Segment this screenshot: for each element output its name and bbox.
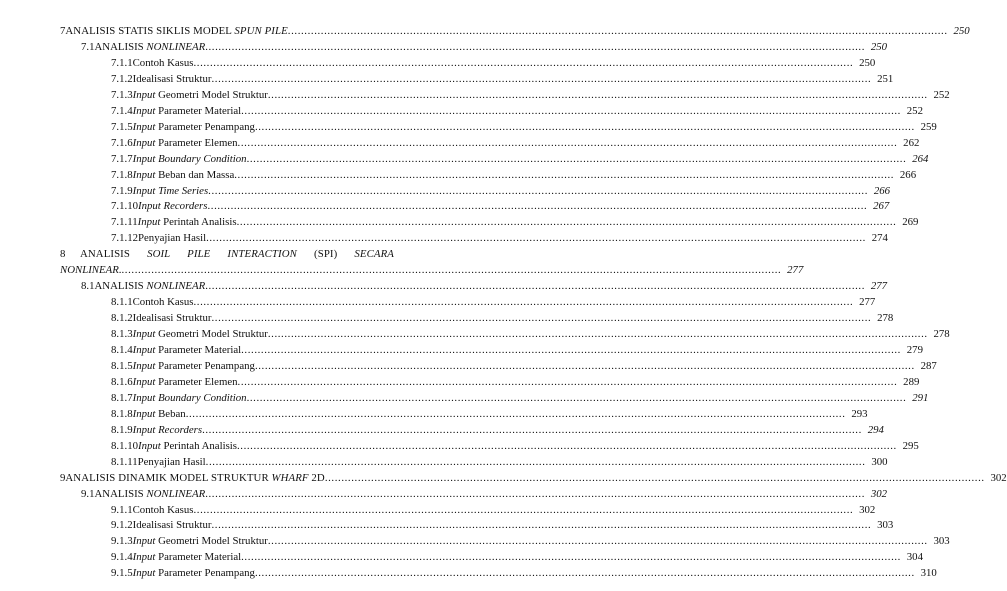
toc-entry-title [133, 518, 212, 532]
dot-leader: ........................................................................................................................................................................................................ [202, 423, 862, 436]
toc-title-part: NONLINEAR [60, 264, 119, 277]
toc-entry-number: 9.1.2 [111, 519, 133, 532]
toc-entry-title [133, 327, 268, 341]
toc-title-part: Contoh Kasus [132, 56, 194, 69]
toc-entry-title [138, 199, 207, 213]
toc-entry[interactable] [111, 359, 937, 373]
toc-entry-title [65, 24, 287, 38]
toc-title-part: Beban dan Massa [155, 168, 235, 181]
toc-entry-title [133, 534, 268, 548]
toc-title-part: Geometri Model Struktur [155, 535, 268, 548]
toc-title-part: ANALISIS STATIS SIKLIS MODEL [65, 25, 235, 37]
toc-entry[interactable] [111, 503, 876, 517]
toc-entry-number: 7.1.1 [111, 56, 133, 69]
dot-leader: ........................................................................................................................................................................................................ [206, 232, 866, 245]
toc-title-part: NONLINEAR [146, 280, 206, 293]
dot-leader: ........................................................................................................................................................................................................ [121, 264, 782, 277]
toc-entry-number: 7.1.6 [111, 136, 133, 149]
toc-entry-number: 8.1.11 [111, 455, 138, 468]
toc-entry[interactable] [111, 327, 950, 341]
toc-entry[interactable] [111, 343, 923, 357]
toc-page-number: 304 [906, 551, 923, 564]
toc-entry-number: 7.1.7 [111, 152, 133, 165]
toc-entry[interactable] [111, 455, 888, 469]
toc-entry-title [133, 72, 212, 86]
toc-title-part: ANALISIS [94, 40, 147, 53]
toc-entry[interactable] [111, 72, 894, 86]
toc-entry[interactable] [81, 40, 888, 54]
toc-title-part: Idealisasi Struktur [132, 72, 212, 85]
dot-leader: ........................................................................................................................................................................................................ [205, 40, 866, 53]
toc-title-part: Input [132, 328, 156, 341]
toc-title-part: Input [132, 375, 156, 388]
dot-leader: ........................................................................................................................................................................................................ [241, 104, 901, 117]
toc-entry[interactable] [111, 231, 888, 245]
toc-entry[interactable] [111, 439, 919, 453]
dot-leader: ........................................................................................................................................................................................................ [287, 25, 948, 37]
toc-title-part: Input [132, 120, 156, 133]
toc-title-part: Beban [155, 407, 186, 420]
toc-page-number: 252 [906, 104, 923, 117]
toc-title-part: Input [132, 567, 156, 580]
toc-entry-number: 7.1.8 [111, 168, 133, 181]
toc-title-part: Input Boundary Condition [132, 391, 247, 404]
toc-title-part: Input [137, 216, 161, 229]
toc-entry[interactable] [111, 88, 950, 102]
toc-page-number: 262 [903, 136, 920, 149]
toc-entry[interactable] [111, 550, 923, 564]
toc-page-number: 250 [859, 56, 876, 69]
toc-title-part: Idealisasi Struktur [132, 519, 212, 532]
toc-entry[interactable] [111, 184, 891, 198]
toc-title-part: WHARF [271, 471, 309, 484]
toc-entry-number: 8.1.5 [111, 359, 133, 372]
toc-title-part: Input [132, 104, 156, 117]
toc-entry-title [133, 88, 268, 102]
dot-leader: ........................................................................................................................................................................................................ [241, 551, 901, 564]
toc-entry-title [95, 40, 206, 54]
toc-entry-number: 7.1.11 [111, 216, 138, 229]
toc-page-number: 300 [871, 455, 888, 468]
toc-entry-title [138, 215, 237, 229]
toc-entry[interactable] [60, 247, 394, 261]
toc-entry[interactable] [60, 471, 1007, 485]
toc-entry[interactable] [111, 168, 917, 182]
toc-page-number: 264 [912, 152, 929, 165]
toc-entry-number: 7.1.4 [111, 104, 133, 117]
toc-page-number: 294 [867, 423, 884, 436]
toc-entry-title [133, 295, 194, 309]
toc-entry[interactable] [111, 120, 937, 134]
dot-leader: ........................................................................................................................................................................................................ [193, 56, 854, 69]
dot-leader: ........................................................................................................................................................................................................ [236, 216, 897, 229]
toc-entry-title [133, 566, 255, 580]
toc-page-number: 251 [877, 72, 894, 85]
toc-entry[interactable] [111, 375, 920, 389]
toc-entry[interactable] [111, 136, 920, 150]
dot-leader: ........................................................................................................................................................................................................ [234, 168, 895, 181]
toc-page-number: 278 [933, 328, 950, 341]
toc-entry-number: 8.1.1 [111, 296, 133, 309]
toc-entry-title [133, 56, 194, 70]
toc-title-part: Input [132, 535, 156, 548]
toc-title-part: Input [132, 407, 156, 420]
toc-entry-title [133, 423, 202, 437]
toc-title-part: NONLINEAR [146, 40, 206, 53]
dot-leader: ........................................................................................................................................................................................................ [205, 455, 866, 468]
dot-leader: ........................................................................................................................................................................................................ [205, 280, 866, 293]
toc-title-part: Geometri Model Struktur [155, 328, 268, 341]
toc-title-part: Parameter Material [155, 104, 242, 117]
toc-page-number: 277 [787, 264, 804, 277]
toc-title-part: SECARA [354, 248, 394, 261]
toc-title-part: 2D [308, 471, 325, 484]
dot-leader: ........................................................................................................................................................................................................ [254, 359, 915, 372]
toc-title-part: Parameter Penampang [155, 567, 255, 580]
toc-entry[interactable] [111, 423, 884, 437]
dot-leader: ........................................................................................................................................................................................................ [254, 120, 915, 133]
toc-page-number: 303 [933, 535, 950, 548]
toc-page-number: 310 [920, 567, 937, 580]
toc-title-part: ANALISIS [94, 280, 147, 293]
toc-entry-number: 8 [60, 248, 66, 261]
toc-entry-number: 7.1.10 [111, 200, 138, 213]
toc-title-part: Input Recorders [138, 200, 208, 213]
dot-leader: ........................................................................................................................................................................................................ [267, 328, 928, 341]
dot-leader: ........................................................................................................................................................................................................ [246, 152, 907, 165]
toc-entry[interactable] [111, 104, 923, 118]
toc-title-part: Perintah Analisis [160, 439, 237, 452]
toc-title-part: NONLINEAR [146, 487, 206, 500]
toc-title-part: Input [132, 359, 156, 372]
toc-title-part: Input [132, 168, 156, 181]
toc-entry-number: 7.1.3 [111, 88, 133, 101]
toc-page-number: 277 [870, 280, 888, 293]
toc-page-number: 287 [920, 359, 937, 372]
dot-leader: ........................................................................................................................................................................................................ [208, 184, 869, 197]
toc-title-part: ANALISIS [94, 487, 147, 500]
dot-leader: ........................................................................................................................................................................................................ [193, 503, 854, 516]
toc-entry-number: 8.1.9 [111, 423, 133, 436]
toc-entry[interactable] [111, 152, 929, 166]
toc-title-part: Input [132, 551, 156, 564]
dot-leader: ........................................................................................................................................................................................................ [267, 535, 928, 548]
toc-entry-title [138, 439, 237, 453]
toc-page-number: 291 [912, 391, 929, 404]
toc-entry-number: 7.1.12 [111, 232, 138, 245]
toc-title-part: Input [138, 439, 161, 452]
toc-entry-number: 9 [60, 471, 66, 484]
dot-leader: ........................................................................................................................................................................................................ [237, 375, 898, 388]
toc-entry-title [133, 375, 238, 389]
toc-entry-number: 8.1.4 [111, 344, 133, 356]
toc-entry-number: 8.1.8 [111, 407, 133, 420]
toc-entry-title [133, 120, 255, 134]
toc-title-part: Parameter Elemen [155, 136, 238, 149]
toc-page-number: 250 [870, 40, 888, 53]
toc-page-number: 302 [859, 503, 876, 516]
toc-title-part: Idealisasi Struktur [132, 312, 212, 325]
toc-entry-title [65, 471, 324, 485]
toc-entry[interactable] [111, 534, 950, 548]
toc-entry[interactable] [111, 56, 876, 70]
toc-entry-title [60, 263, 122, 277]
toc-title-part: Penyajian Hasil [137, 455, 206, 468]
toc-title-part: SPUN PILE [234, 25, 288, 37]
toc-page-number: 259 [920, 120, 937, 133]
dot-leader: ........................................................................................................................................................................................................ [237, 136, 898, 149]
toc-entry-number: 9.1 [81, 487, 95, 500]
toc-entry-title [95, 279, 206, 293]
toc-entry-title [133, 407, 186, 421]
toc-page-number: 279 [906, 344, 923, 356]
toc-page-number: 269 [902, 216, 919, 229]
toc-entry-title [133, 503, 194, 517]
toc-entry-title [80, 247, 394, 261]
toc-entry[interactable] [111, 518, 894, 532]
toc-entry-title [133, 136, 238, 150]
toc-page-number: 295 [902, 439, 919, 452]
dot-leader: ........................................................................................................................................................................................................ [205, 487, 866, 500]
toc-entry-number: 8.1.10 [111, 439, 138, 452]
dot-leader: ........................................................................................................................................................................................................ [193, 296, 854, 309]
toc-title-part: Perintah Analisis [160, 216, 237, 229]
toc-entry-title [133, 168, 235, 182]
toc-entry-title [133, 152, 247, 166]
toc-entry-number: 7.1.5 [111, 120, 133, 133]
toc-entry-number: 7.1 [81, 40, 95, 53]
toc-page-number: 267 [873, 200, 890, 213]
toc-entry[interactable] [111, 391, 929, 405]
toc-page-number: 278 [877, 312, 894, 325]
toc-title-part: Parameter Penampang [155, 120, 255, 133]
toc-entry[interactable] [111, 407, 868, 421]
toc-page-number: 293 [851, 407, 868, 420]
toc-page-number: 266 [899, 168, 917, 181]
toc-entry-number: 9.1.5 [111, 567, 133, 580]
toc-page-number: 302 [990, 471, 1007, 484]
toc-entry-title [138, 455, 206, 469]
toc-entry[interactable] [111, 295, 876, 309]
toc-title-part: (SPI) [296, 248, 355, 261]
toc-entry-number: 7.1.9 [111, 184, 133, 197]
dot-leader: ........................................................................................................................................................................................................ [246, 391, 907, 404]
dot-leader: ........................................................................................................................................................................................................ [211, 72, 872, 85]
dot-leader: ........................................................................................................................................................................................................ [267, 88, 928, 101]
toc-entry[interactable] [111, 311, 894, 325]
toc-entry-title [95, 487, 206, 501]
toc-title-part: Contoh Kasus [132, 296, 194, 309]
toc-entry-title [133, 391, 247, 405]
dot-leader: ........................................................................................................................................................................................................ [211, 519, 872, 532]
toc-page-number: 277 [859, 296, 876, 309]
toc-title-part: Parameter Penampang [155, 359, 255, 372]
toc-entry[interactable] [60, 263, 804, 277]
dot-leader: ........................................................................................................................................................................................................ [207, 200, 868, 213]
toc-entry[interactable] [111, 566, 937, 580]
toc-entry-number: 9.1.1 [111, 503, 133, 516]
toc-entry[interactable] [111, 215, 919, 229]
toc-title-part: Penyajian Hasil [138, 232, 207, 245]
toc-entry-title [133, 104, 242, 118]
toc-entry-title [133, 311, 212, 325]
toc-title-part: Input [132, 344, 156, 356]
toc-entry-number: 9.1.3 [111, 535, 133, 548]
toc-entry-title [133, 184, 209, 198]
toc-entry-number: 8.1.3 [111, 328, 133, 341]
toc-page-number: 289 [903, 375, 920, 388]
dot-leader: ........................................................................................................................................................................................................ [236, 439, 897, 452]
toc-entry[interactable] [81, 487, 888, 501]
toc-title-part: Parameter Elemen [155, 375, 238, 388]
toc-title-part: ANALISIS DINAMIK MODEL STRUKTUR [65, 471, 272, 484]
toc-entry-number: 8.1.7 [111, 391, 133, 404]
toc-page-number: 303 [877, 519, 894, 532]
dot-leader: ........................................................................................................................................................................................................ [324, 471, 985, 484]
toc-title-part: Parameter Material [155, 551, 242, 564]
toc-entry-number: 7 [60, 25, 66, 37]
toc-title-part: Contoh Kasus [132, 503, 194, 516]
toc-entry-number: 9.1.4 [111, 551, 133, 564]
toc-page-number: 252 [933, 88, 950, 101]
toc-entry-title [133, 343, 242, 357]
toc-title-part: Input [132, 136, 156, 149]
toc-entry-title [138, 231, 206, 245]
toc-page-number: 250 [953, 25, 970, 37]
toc-title-part: Input Recorders [132, 423, 203, 436]
toc-title-part: . [118, 264, 122, 277]
toc-entry-number: 8.1.2 [111, 312, 133, 325]
dot-leader: ........................................................................................................................................................................................................ [254, 567, 915, 580]
toc-entry[interactable] [60, 24, 970, 38]
toc-entry-number: 8.1 [81, 280, 95, 293]
toc-entry[interactable] [81, 279, 888, 293]
dot-leader: ........................................................................................................................................................................................................ [211, 312, 872, 325]
toc-title-part: Input Boundary Condition [132, 152, 247, 165]
toc-page-number: 274 [871, 232, 888, 245]
dot-leader: ........................................................................................................................................................................................................ [185, 407, 846, 420]
toc-entry-title [133, 359, 255, 373]
dot-leader: ........................................................................................................................................................................................................ [241, 344, 901, 356]
toc-title-part: SOIL PILE INTERACTION [147, 248, 297, 261]
toc-entry-title [133, 550, 242, 564]
toc-page-number: 302 [870, 487, 888, 500]
toc-title-part: Input Time Series [132, 184, 209, 197]
toc-entry-number: 7.1.2 [111, 72, 133, 85]
toc-title-part: Input [132, 88, 156, 101]
toc-title-part: ANALISIS [80, 248, 148, 261]
toc-entry[interactable] [111, 199, 890, 213]
toc-entry-number: 8.1.6 [111, 375, 133, 388]
toc-title-part: Geometri Model Struktur [155, 88, 268, 101]
toc-page-number: 266 [873, 184, 891, 197]
toc-title-part: Parameter Material [155, 344, 242, 356]
